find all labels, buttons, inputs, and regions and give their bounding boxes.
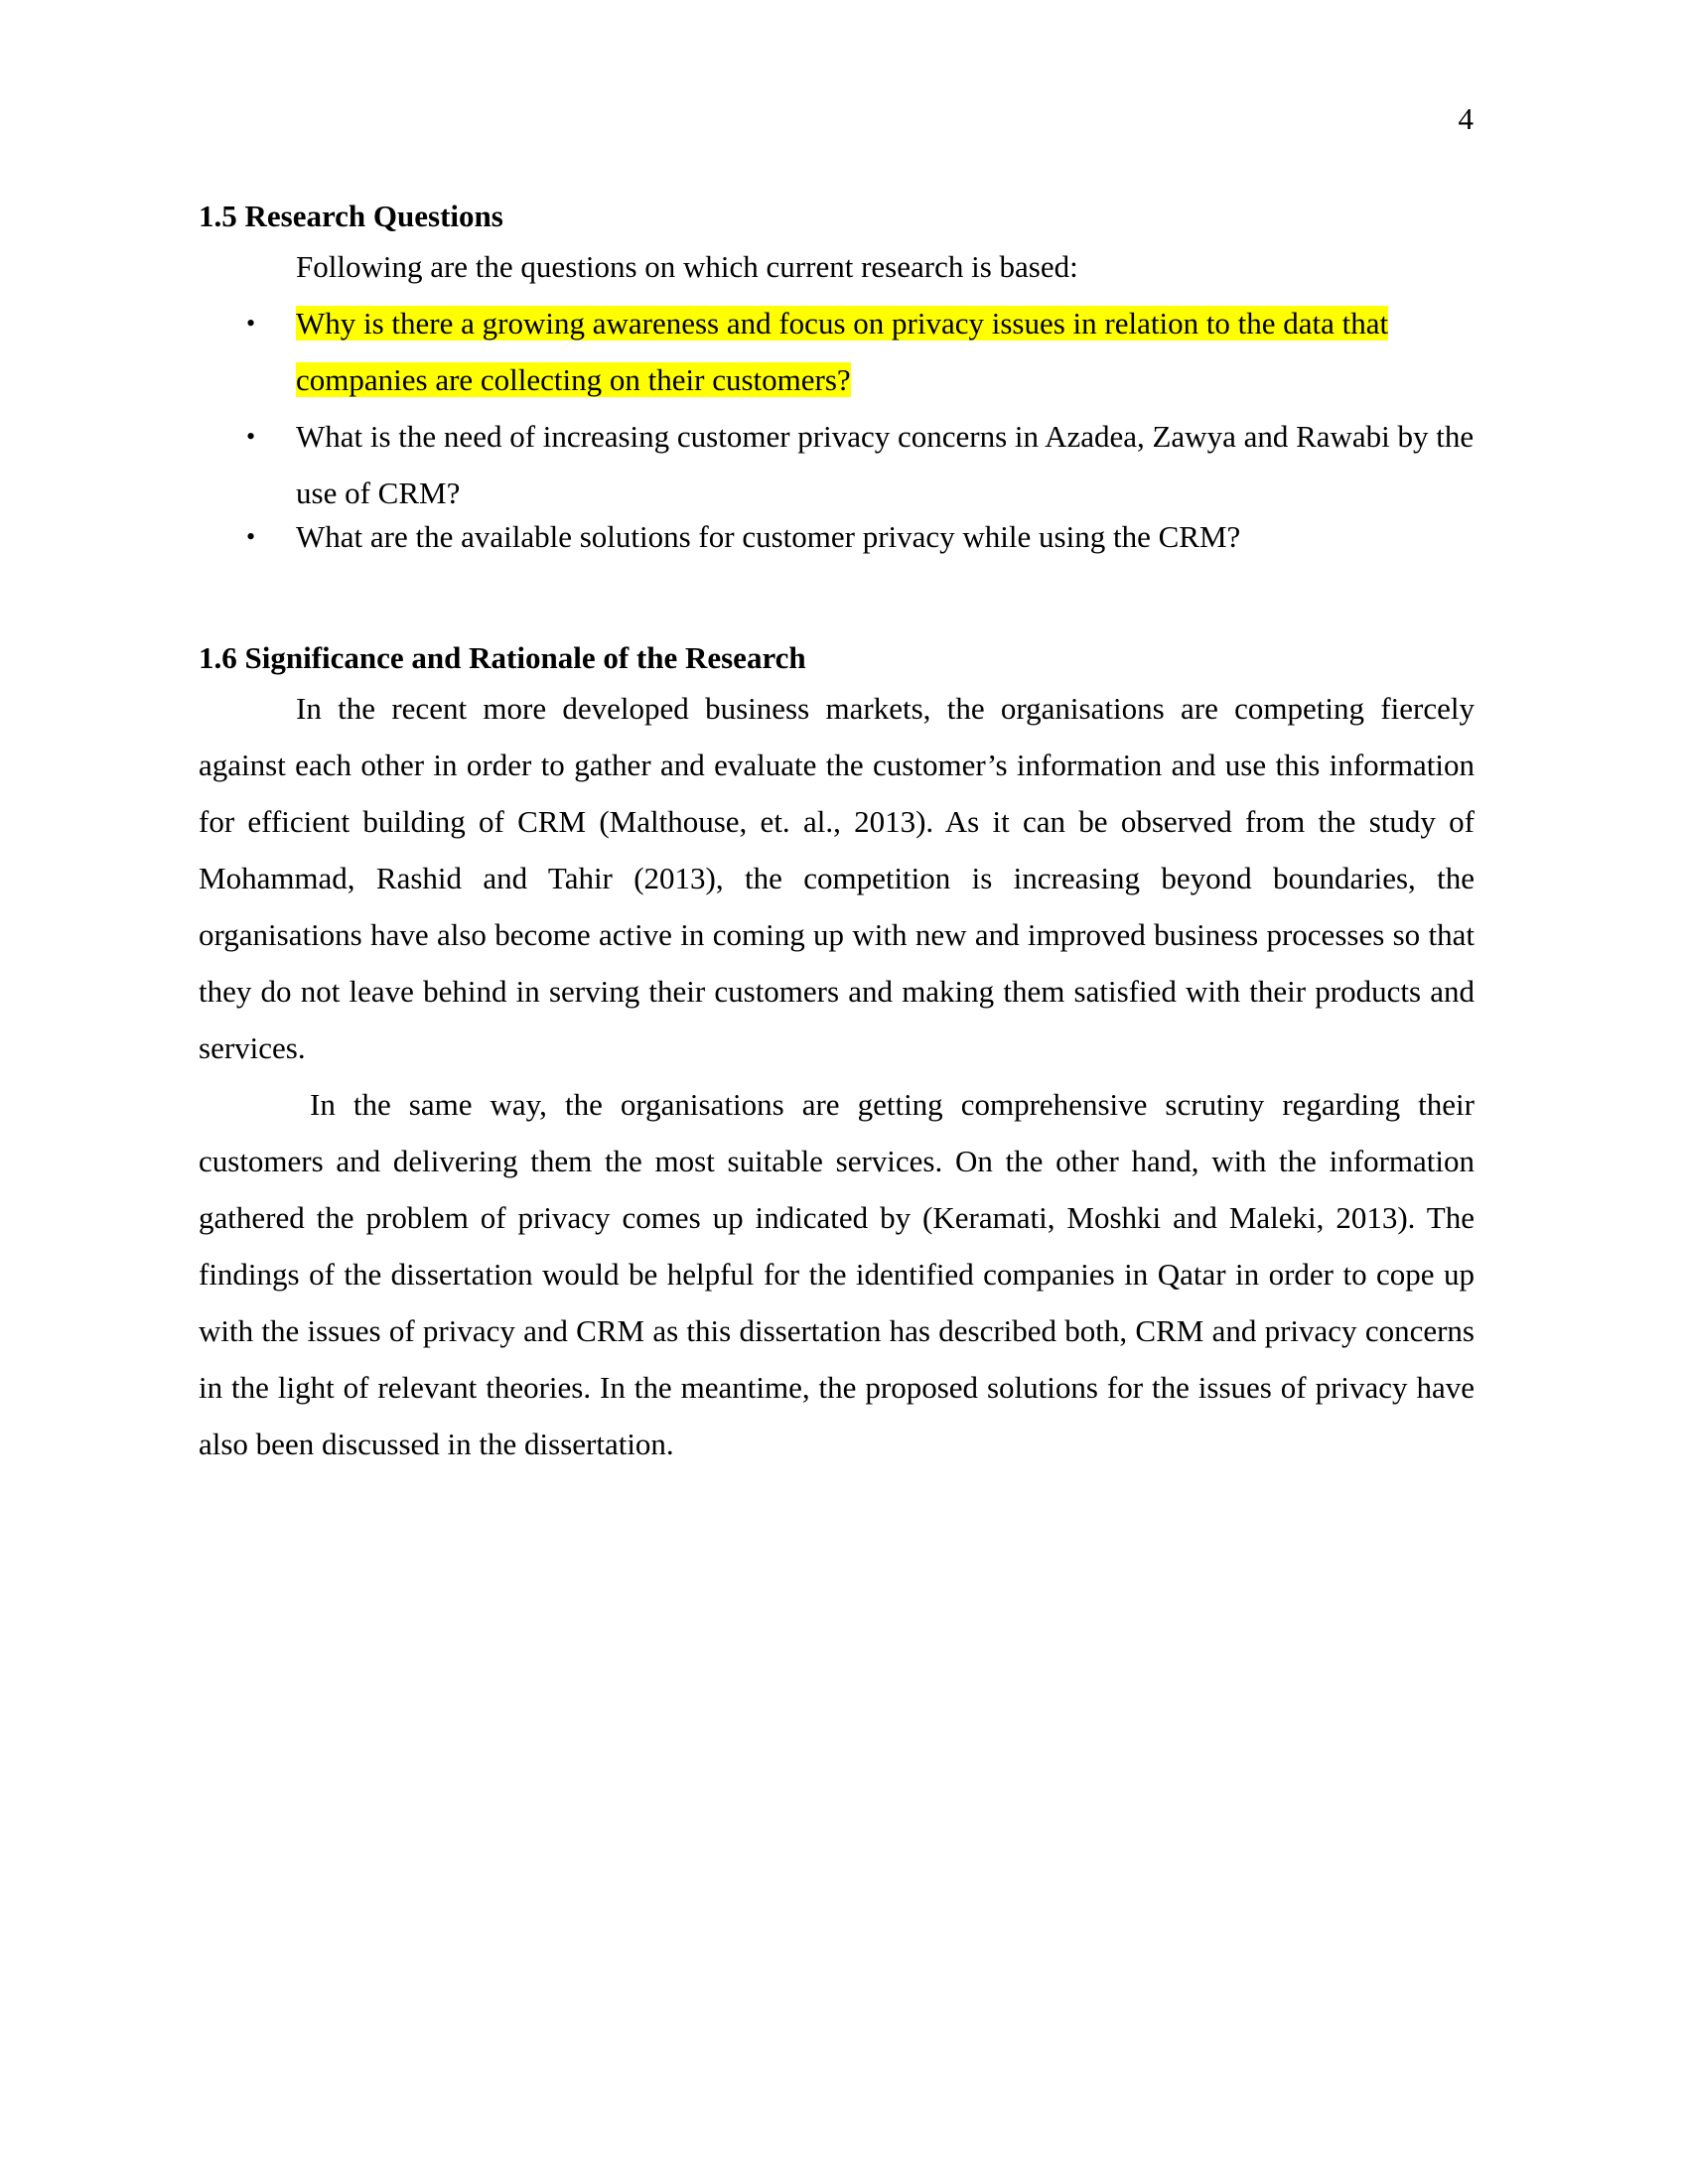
research-question-2 [199, 408, 1475, 521]
bullet-icon: • [246, 422, 256, 451]
section-heading-significance: 1.6 Significance and Rationale of the Research [199, 640, 806, 675]
body-paragraph-2: In the same way, the organisations are getting comprehensive scrutiny regarding their customers and delivering them the most suitable services. On the other hand, with the information gathered the problem of privacy comes up indicated by (Keramati, Moshki and Maleki, 2013). The findings of the dissertation would be helpful for the identified companies in Qatar in order to cope up with the issues of privacy and CRM as this dissertation has described both, CRM and privacy concerns in the light of relevant theories. In the meantime, the proposed solutions for the issues of privacy have also been discussed in the dissertation. [199, 1087, 1475, 1461]
research-questions-intro: Following are the questions on which current research is based: [296, 249, 1078, 284]
document-body [199, 195, 1475, 1472]
research-questions-list [199, 295, 1475, 565]
question-text: What is the need of increasing customer privacy concerns in Azadea, Zawya and Rawabi by the use of CRM? [296, 419, 1475, 510]
page-number: 4 [1458, 101, 1474, 136]
question-text: What are the available solutions for customer privacy while using the CRM? [296, 519, 1241, 554]
research-question-3 [199, 508, 1475, 565]
section-spacer [199, 565, 1475, 636]
highlighted-question-text: Why is there a growing awareness and focus on privacy issues in relation to the data that companies are collecting on their customers? [296, 306, 1389, 397]
section-heading-research-questions: 1.5 Research Questions [199, 199, 503, 233]
bullet-icon: • [246, 522, 256, 551]
research-question-1 [199, 295, 1475, 408]
body-paragraph-1: In the recent more developed business markets, the organisations are competing fiercely against each other in order to gather and evaluate the customer’s information and use this information for efficient building of CRM (Malthouse, et. al., 2013). As it can be observed from the study of Mohammad, Rashid and Tahir (2013), the competition is increasing beyond boundaries, the organisations have also become active in coming up with new and improved business processes so that they do not leave behind in serving their customers and making them satisfied with their products and services. [199, 691, 1475, 1065]
bullet-icon: • [246, 309, 256, 338]
